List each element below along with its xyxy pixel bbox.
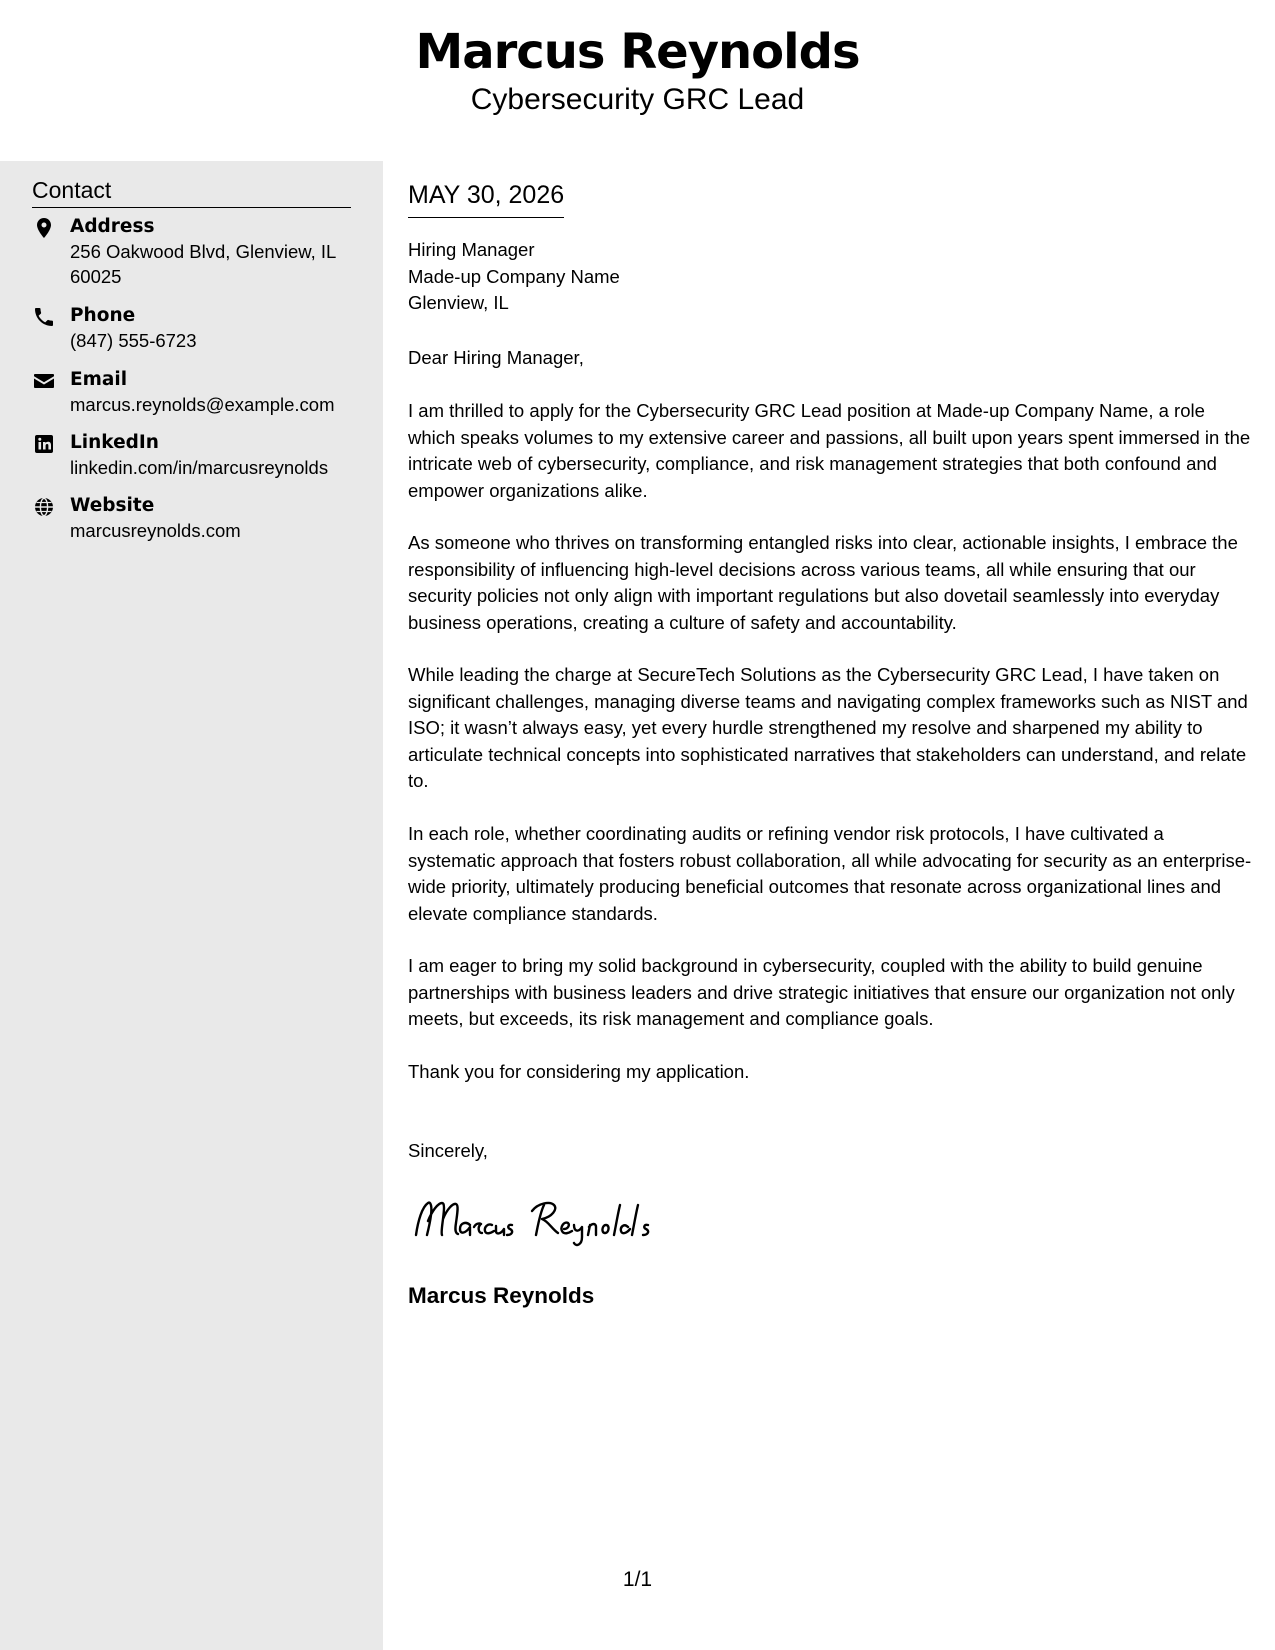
thanks-line: Thank you for considering my application. xyxy=(408,1061,750,1082)
linkedin-icon xyxy=(32,432,56,456)
handwritten-signature xyxy=(408,1191,698,1251)
recipient-name: Hiring Manager xyxy=(408,239,535,260)
website-value: marcusreynolds.com xyxy=(70,520,241,541)
recipient-company: Made-up Company Name xyxy=(408,265,620,287)
signed-name: Marcus Reynolds xyxy=(408,1283,595,1308)
applicant-name: Marcus Reynolds xyxy=(415,24,860,80)
paragraph-3: While leading the charge at SecureTech Solutions as the Cybersecurity GRC Lead, I have taken on significant challenges, managing diverse teams and navigating complex frameworks such as NIST and ISO; it wasn’t always easy, yet every hurdle strengthened my resolve and sharpened my ability to articulate technical concepts into sophisticated narratives that stakeholders can understand, and relate to. xyxy=(408,664,1248,791)
contact-sidebar xyxy=(0,161,383,1650)
paragraph-2: As someone who thrives on transforming entangled risks into clear, actionable insights, I embrace the responsibility of influencing high-level decisions across various teams, all while ensuring that our security policies not only align with important regulations but also dovetail seamlessly into everyday business operations, creating a culture of safety and accountability. xyxy=(408,532,1238,633)
recipient-block xyxy=(408,237,1253,317)
phone-label: Phone xyxy=(70,305,136,326)
phone-icon xyxy=(32,305,56,329)
email-value: marcus.reynolds@example.com xyxy=(70,394,335,415)
email-label: Email xyxy=(70,369,128,390)
linkedin-value: linkedin.com/in/marcusreynolds xyxy=(70,457,329,478)
closing: Sincerely, xyxy=(408,1140,488,1161)
header xyxy=(0,0,1275,160)
salutation: Dear Hiring Manager, xyxy=(408,347,584,368)
page-number: 1/1 xyxy=(622,1568,653,1591)
website-label: Website xyxy=(70,495,155,516)
paragraph-1: I am thrilled to apply for the Cybersecurity GRC Lead position at Made-up Company Name, a role which speaks volumes to my extensive career and passions, all built upon years spent immersed in the intricate web of cybersecurity, compliance, and risk management strategies that both confound and empower organizations alike. xyxy=(408,400,1251,501)
recipient-location: Glenview, IL xyxy=(408,292,509,313)
paragraph-5: I am eager to bring my solid background in cybersecurity, coupled with the ability to build genuine partnerships with business leaders and drive strategic initiatives that ensure our organization not only meets, but exceeds, its risk management and compliance goals. xyxy=(408,955,1235,1029)
letter-date: MAY 30, 2026 xyxy=(408,179,564,218)
linkedin-label: LinkedIn xyxy=(70,432,159,453)
job-title: Cybersecurity GRC Lead xyxy=(470,83,805,116)
address-label: Address xyxy=(70,216,155,237)
envelope-icon xyxy=(32,369,56,393)
map-pin-icon xyxy=(32,216,56,240)
globe-icon xyxy=(32,495,56,519)
contact-heading: Contact xyxy=(32,175,351,208)
address-value: 256 Oakwood Blvd, Glenview, IL 60025 xyxy=(70,241,336,287)
paragraph-4: In each role, whether coordinating audits or refining vendor risk protocols, I have cultivated a systematic approach that fosters robust collaboration, all while advocating for security as an enterprise-wide priority, ultimately producing beneficial outcomes that resonate across organizational lines and elevate compliance standards. xyxy=(408,823,1252,924)
phone-value: (847) 555-6723 xyxy=(70,330,197,351)
